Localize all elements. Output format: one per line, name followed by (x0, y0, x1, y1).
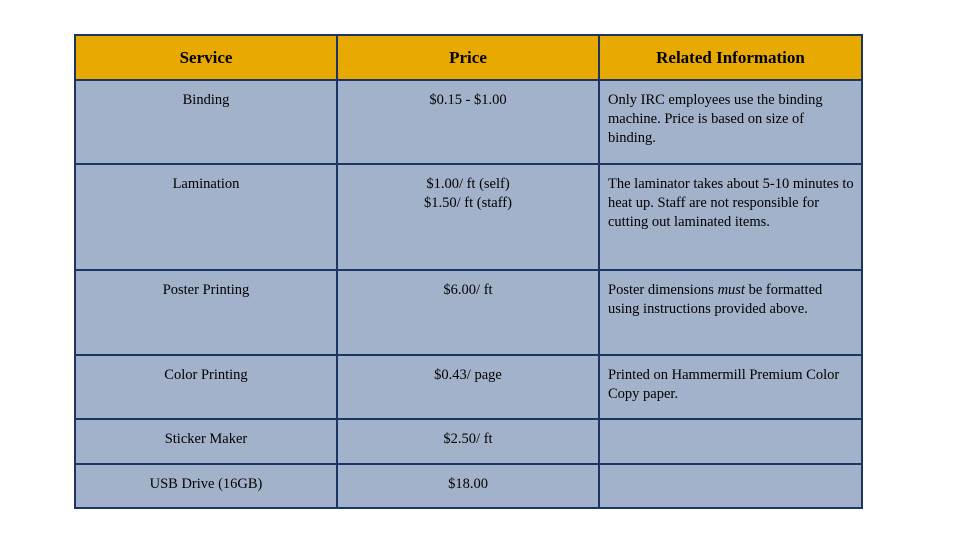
service-cell: Binding (75, 80, 337, 164)
header-related-information: Related Information (599, 35, 862, 80)
price-cell (337, 419, 599, 464)
info-cell: Only IRC employees use the binding machine. Price is based on size of binding. (599, 80, 862, 164)
table-row (75, 270, 862, 355)
info-cell (599, 419, 862, 464)
table-row (75, 164, 862, 270)
table-row (75, 419, 862, 464)
info-cell: Printed on Hammermill Premium Color Copy paper. (599, 355, 862, 419)
service-cell: Sticker Maker (75, 419, 337, 464)
services-price-table (74, 34, 863, 509)
price-line: $0.15 - $1.00 (429, 92, 507, 108)
service-cell: Poster Printing (75, 270, 337, 355)
price-cell (337, 164, 599, 270)
info-text-emphasis: must (717, 282, 745, 298)
table-row (75, 355, 862, 419)
info-cell (599, 464, 862, 508)
header-price: Price (337, 35, 599, 80)
price-line: $18.00 (448, 476, 488, 492)
price-line: $2.50/ ft (443, 431, 493, 447)
price-line: $6.00/ ft (443, 282, 493, 298)
table-row (75, 80, 862, 164)
info-text-after: be formatted using instructions provided above. (608, 282, 823, 317)
header-service: Service (75, 35, 337, 80)
info-cell (599, 270, 862, 355)
service-cell: USB Drive (16GB) (75, 464, 337, 508)
info-cell: The laminator takes about 5-10 minutes to heat up. Staff are not responsible for cutting out laminated items. (599, 164, 862, 270)
table-header-row (75, 35, 862, 80)
service-cell: Lamination (75, 164, 337, 270)
price-cell (337, 270, 599, 355)
price-cell (337, 80, 599, 164)
price-line: $0.43/ page (434, 367, 502, 383)
price-cell (337, 464, 599, 508)
price-line: $1.50/ ft (staff) (424, 195, 512, 211)
info-text-before: Poster dimensions (608, 282, 718, 298)
price-line: $1.00/ ft (self) (426, 176, 510, 192)
service-cell: Color Printing (75, 355, 337, 419)
table-row (75, 464, 862, 508)
price-cell (337, 355, 599, 419)
